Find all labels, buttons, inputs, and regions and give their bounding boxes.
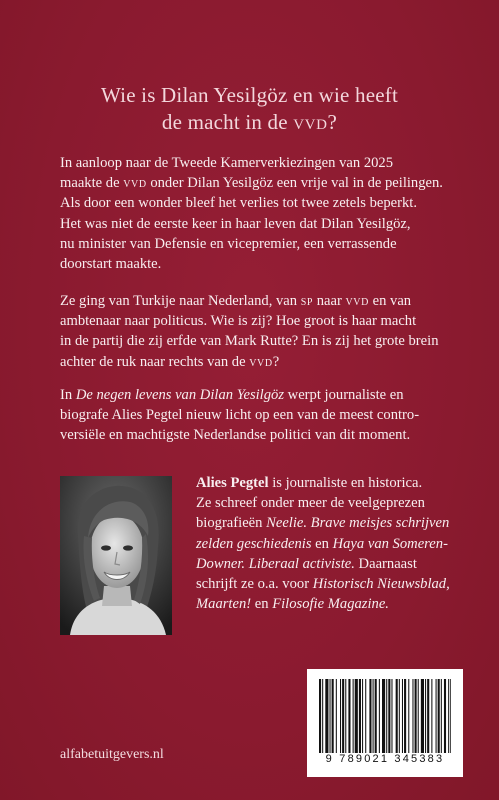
bio-line: biografieën Neelie. Brave meisjes schrijven xyxy=(196,515,450,532)
blurb-line: in de partij die zij erfde van Mark Rutte? En is zij het grote brein xyxy=(60,333,439,350)
barcode-bar xyxy=(444,679,446,753)
barcode-bar xyxy=(408,679,409,753)
barcode-bar xyxy=(319,679,321,753)
barcode-bar xyxy=(345,679,346,753)
barcode-bar xyxy=(450,679,451,753)
blurb-line: In De negen levens van Dilan Yesilgöz werpt journaliste en xyxy=(60,387,404,403)
blurb-line: Ze ging van Turkije naar Nederland, van sp naar vvd en van xyxy=(60,293,412,309)
barcode-bar xyxy=(418,679,419,753)
barcode-bars xyxy=(319,679,451,753)
bio-line: Maarten! en Filosofie Magazine. xyxy=(196,596,389,613)
isbn-number: 9 789021 345383 xyxy=(325,753,445,765)
barcode-bar xyxy=(332,679,334,753)
barcode-bar xyxy=(382,679,385,753)
barcode-bar xyxy=(359,679,361,753)
blurb-paragraph-1 xyxy=(60,153,455,274)
blurb-line: In aanloop naar de Tweede Kamerverkiezingen van 2025 xyxy=(60,155,394,171)
barcode-bar xyxy=(340,679,341,753)
bio-line: Downer. Liberaal activiste. Daarnaast xyxy=(196,555,417,572)
barcode-bar xyxy=(441,679,442,753)
blurb-line: versiële en machtigste Nederlandse politici van dit moment. xyxy=(60,427,411,444)
blurb-line: biografe Alies Pegtel nieuw licht op een van de meest contro- xyxy=(60,407,420,424)
barcode-bar xyxy=(436,679,437,753)
blurb-paragraph-3 xyxy=(60,385,455,446)
barcode-bar xyxy=(322,679,323,753)
barcode-bar xyxy=(353,679,354,753)
barcode-bar xyxy=(355,679,358,753)
barcode-bar xyxy=(399,679,400,753)
barcode-bar xyxy=(438,679,440,753)
barcode-bar xyxy=(415,679,417,753)
blurb-line: achter de ruk naar rechts van de vvd? xyxy=(60,353,280,370)
barcode xyxy=(307,669,463,777)
barcode-bar xyxy=(391,679,392,753)
barcode-bar xyxy=(342,679,344,753)
blurb-line: nu minister van Defensie en vicepremier, een verrassende xyxy=(60,235,397,252)
barcode-bar xyxy=(412,679,413,753)
barcode-bar xyxy=(325,679,328,753)
blurb-line: doorstart maakte. xyxy=(60,256,162,273)
headline-line-2: de macht in de vvd? xyxy=(161,110,338,134)
barcode-bar xyxy=(373,679,374,753)
barcode-bar xyxy=(362,679,363,753)
barcode-bar xyxy=(386,679,387,753)
headline-line-1: Wie is Dilan Yesilgöz en wie heeft xyxy=(101,83,398,107)
barcode-bar xyxy=(427,679,429,753)
barcode-bar xyxy=(388,679,390,753)
author-name: Alies Pegtel xyxy=(196,475,269,491)
author-photo xyxy=(60,476,172,635)
barcode-bar xyxy=(348,679,350,753)
bio-line: zelden geschiedenis en Haya van Someren- xyxy=(196,535,448,552)
bio-line: schrijft ze o.a. voor Historisch Nieuwsblad, xyxy=(196,576,450,593)
blurb-paragraph-2 xyxy=(60,291,455,372)
barcode-bar xyxy=(330,679,331,753)
blurb-line: Het was niet de eerste keer in haar leven dat Dilan Yesilgöz, xyxy=(60,215,411,232)
blurb-line: maakte de vvd onder Dilan Yesilgöz een vrije val in de peilingen. xyxy=(60,175,443,192)
barcode-bar xyxy=(336,679,337,753)
barcode-bar xyxy=(375,679,377,753)
barcode-bar xyxy=(396,679,398,753)
author-portrait-image xyxy=(60,476,172,635)
blurb-line: Als door een wonder bleef het verlies tot twee zetels beperkt. xyxy=(60,195,418,212)
author-bio xyxy=(196,473,466,614)
bio-line: Ze schreef onder meer de veelgeprezen xyxy=(196,495,425,512)
blurb-line: ambtenaar naar politicus. Wie is zij? Hoe groot is haar macht xyxy=(60,313,417,330)
barcode-bar xyxy=(404,679,406,753)
bio-line: Alies Pegtel is journaliste en historica. xyxy=(196,475,423,491)
barcode-bar xyxy=(369,679,371,753)
barcode-bar xyxy=(421,679,424,753)
publisher-website: alfabetuitgevers.nl xyxy=(60,747,164,762)
barcode-bar xyxy=(425,679,426,753)
headline xyxy=(0,82,499,136)
barcode-bar xyxy=(365,679,366,753)
barcode-bar xyxy=(379,679,380,753)
barcode-bar xyxy=(402,679,403,753)
barcode-bar xyxy=(431,679,432,753)
barcode-bar xyxy=(448,679,449,753)
